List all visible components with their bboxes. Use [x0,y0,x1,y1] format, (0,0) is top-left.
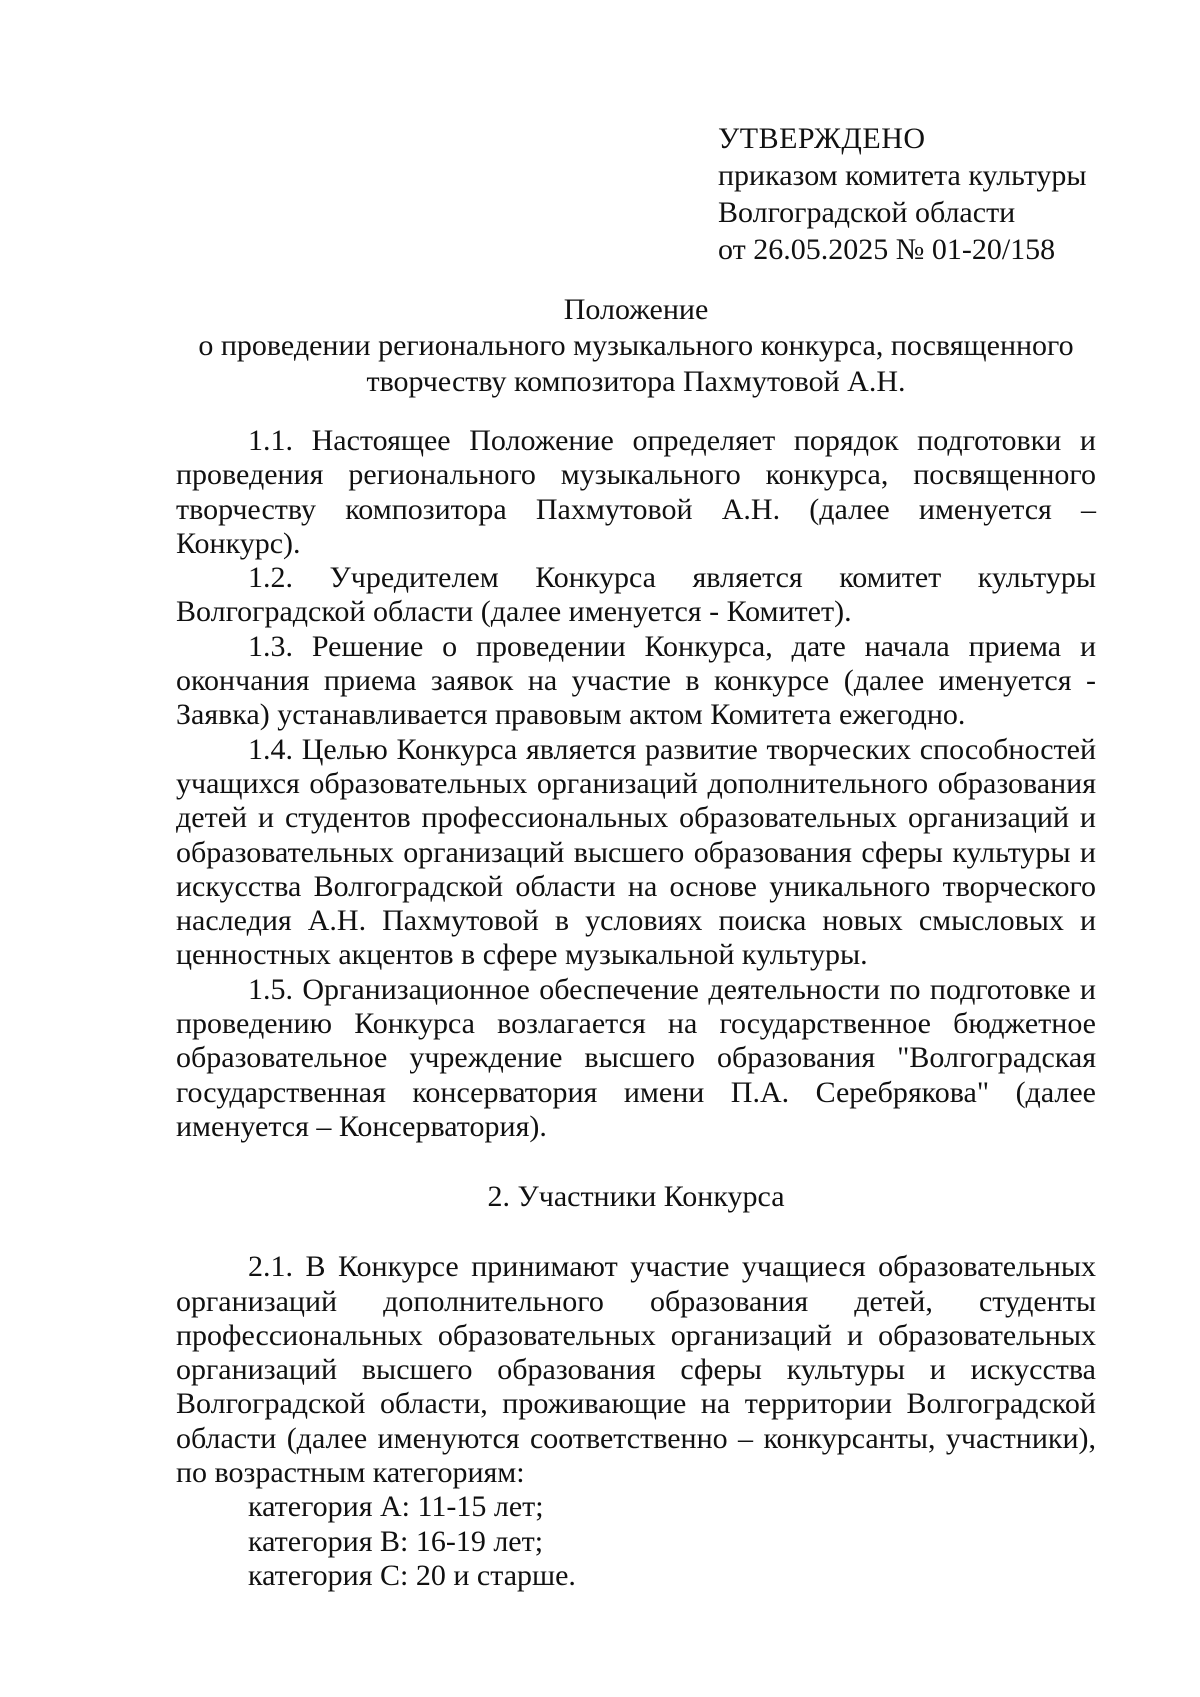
paragraph-1-3: 1.3. Решение о проведении Конкурса, дате начала приема и окончания приема заявок на участие в конкурсе (далее именуется - Заявка) устанавливается правовым актом Комитета ежегодно. [176,629,1096,732]
paragraph-2-1: 2.1. В Конкурсе принимают участие учащиеся образовательных организаций дополнительного образования детей, студенты профессиональных образовательных организаций и образовательных организаций высшего образования сферы культуры и искусства Волгоградской области, проживающие на территории Волгоградской области (далее именуются соответственно – конкурсанты, участники), по возрастным категориям: [176,1250,1096,1490]
document-title [176,292,1096,400]
title-line-1: Положение [563,293,709,326]
paragraph-1-5: 1.5. Организационное обеспечение деятельности по подготовке и проведению Конкурса возлагается на государственное бюджетное образовательное учреждение высшего образования "Волгоградская государственная консерватория имени П.А. Серебрякова" (далее именуется – Консерватория). [176,972,1096,1143]
paragraph-1-2: 1.2. Учредителем Конкурса является комитет культуры Волгоградской области (далее именуется - Комитет). [176,561,1096,629]
paragraph-1-4: 1.4. Целью Конкурса является развитие творческих способностей учащихся образовательных организаций дополнительного образования детей и студентов профессиональных образовательных организаций и образовательных организаций высшего образования сферы культуры и искусства Волгоградской области на основе уникального творческого наследия А.Н. Пахмутовой в условиях поиска новых смысловых и ценностных акцентов в сфере музыкальной культуры. [176,732,1096,972]
category-b: категория B: 16-19 лет; [248,1524,544,1558]
approval-line-region: Волгоградской области [718,196,1016,229]
approval-heading: УТВЕРЖДЕНО [718,122,926,155]
title-line-2: о проведении регионального музыкального конкурса, посвященного [198,329,1074,362]
approval-line-order: приказом комитета культуры [718,159,1087,192]
document-body [176,424,1096,1593]
title-line-3: творчеству композитора Пахмутовой А.Н. [366,365,906,398]
category-c: категория C: 20 и старше. [248,1558,576,1592]
approval-stamp-block [718,120,1087,268]
approval-line-date-number: от 26.05.2025 № 01-20/158 [718,233,1056,266]
section-2-heading: 2. Участники Конкурса [487,1180,785,1214]
paragraph-1-1: 1.1. Настоящее Положение определяет порядок подготовки и проведения регионального музыкального конкурса, посвященного творчеству композитора Пахмутовой А.Н. (далее именуется – Конкурс). [176,424,1096,560]
category-a: категория A: 11-15 лет; [248,1490,544,1524]
